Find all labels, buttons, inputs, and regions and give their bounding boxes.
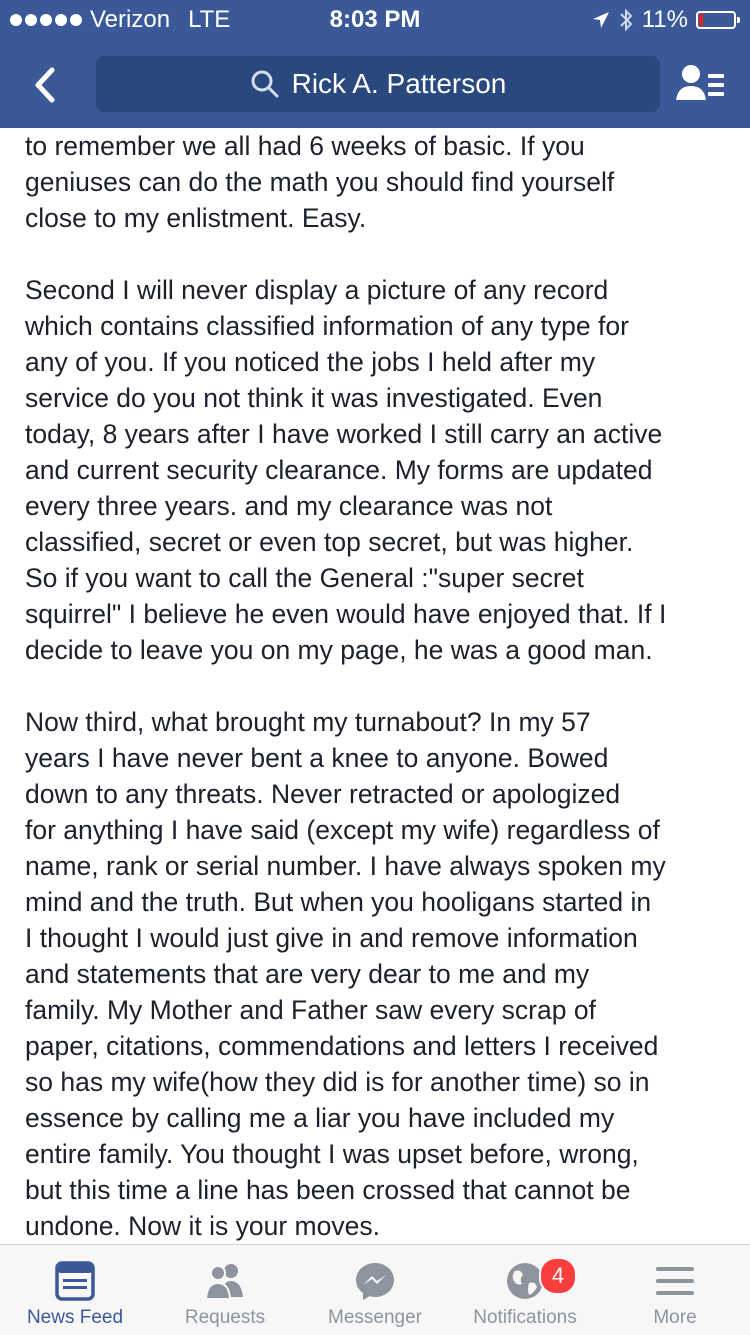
post-paragraph-1: to remember we all had 6 weeks of basic. If you geniuses can do the math you should find yourself close to my enlistment. Easy.: [25, 131, 615, 233]
hamburger-menu-icon: [653, 1259, 697, 1303]
battery-icon: [696, 11, 736, 29]
tab-label: Messenger: [328, 1307, 422, 1328]
location-arrow-icon: [592, 11, 610, 29]
search-query-text: Rick A. Patterson: [291, 68, 507, 99]
tab-more[interactable]: [600, 1245, 750, 1335]
status-bar: [0, 0, 750, 40]
status-right: [592, 6, 736, 34]
friends-list-button[interactable]: [674, 60, 730, 110]
tab-requests[interactable]: [150, 1245, 300, 1335]
tab-label: More: [653, 1307, 697, 1328]
post-paragraph-2: Second I will never display a picture of any record which contains classified information of any type for any of you. If you noticed the jobs I held after my service do you not think it was investigated. Even today, 8 years after I have worked I still carry an active and current security clearance. My forms are updated every three years. and my clearance was not classified, secret or even top secret, but was higher. So if you want to call the General :"super secret squirrel" I believe he even would have enjoyed that. If I decide to leave you on my page, he was a good man.: [25, 275, 667, 665]
top-bar: [0, 0, 750, 128]
notification-count-badge: 4: [539, 1257, 577, 1295]
tab-label: Notifications: [473, 1307, 577, 1328]
tab-notifications[interactable]: [450, 1245, 600, 1335]
bluetooth-icon: [618, 8, 634, 32]
search-input[interactable]: [96, 56, 660, 112]
person-list-icon: [674, 60, 730, 110]
post-paragraph-3: Now third, what brought my turnabout? In my 57 years I have never bent a knee to anyone. Bowed down to any threats. Never retracted or apologized for anything I have said (except my wife) regardless of name, rank or serial number. I have always spoken my mind and the truth. But when you hooligans started in I thought I would just give in and remove information and statements that are very dear to me and my family. My Mother and Father saw every scrap of paper, citations, commendations and letters I received so has my wife(how they did is for another time) so in essence by calling me a liar you have included my entire family. You thought I was upset before, wrong, but this time a line has been crossed that cannot be undone. Now it is your moves.: [25, 707, 666, 1241]
post-body: [25, 128, 735, 1244]
navigation-row: [0, 56, 750, 114]
tab-label: Requests: [184, 1307, 266, 1328]
tab-messenger[interactable]: [300, 1245, 450, 1335]
tab-label: News Feed: [26, 1307, 124, 1328]
search-icon: [250, 69, 280, 99]
battery-percent: 11%: [641, 6, 688, 33]
back-button[interactable]: [22, 60, 72, 110]
news-feed-icon: [53, 1259, 97, 1303]
carrier-name: Verizon: [90, 6, 171, 33]
back-chevron-icon: [22, 60, 72, 110]
friend-requests-icon: [203, 1259, 247, 1303]
status-time: 8:03 PM: [329, 6, 421, 33]
messenger-icon: [353, 1259, 397, 1303]
network-type: LTE: [188, 6, 231, 33]
tab-news-feed[interactable]: [0, 1245, 150, 1335]
bottom-tab-bar: [0, 1244, 750, 1335]
battery-level: [699, 14, 703, 26]
